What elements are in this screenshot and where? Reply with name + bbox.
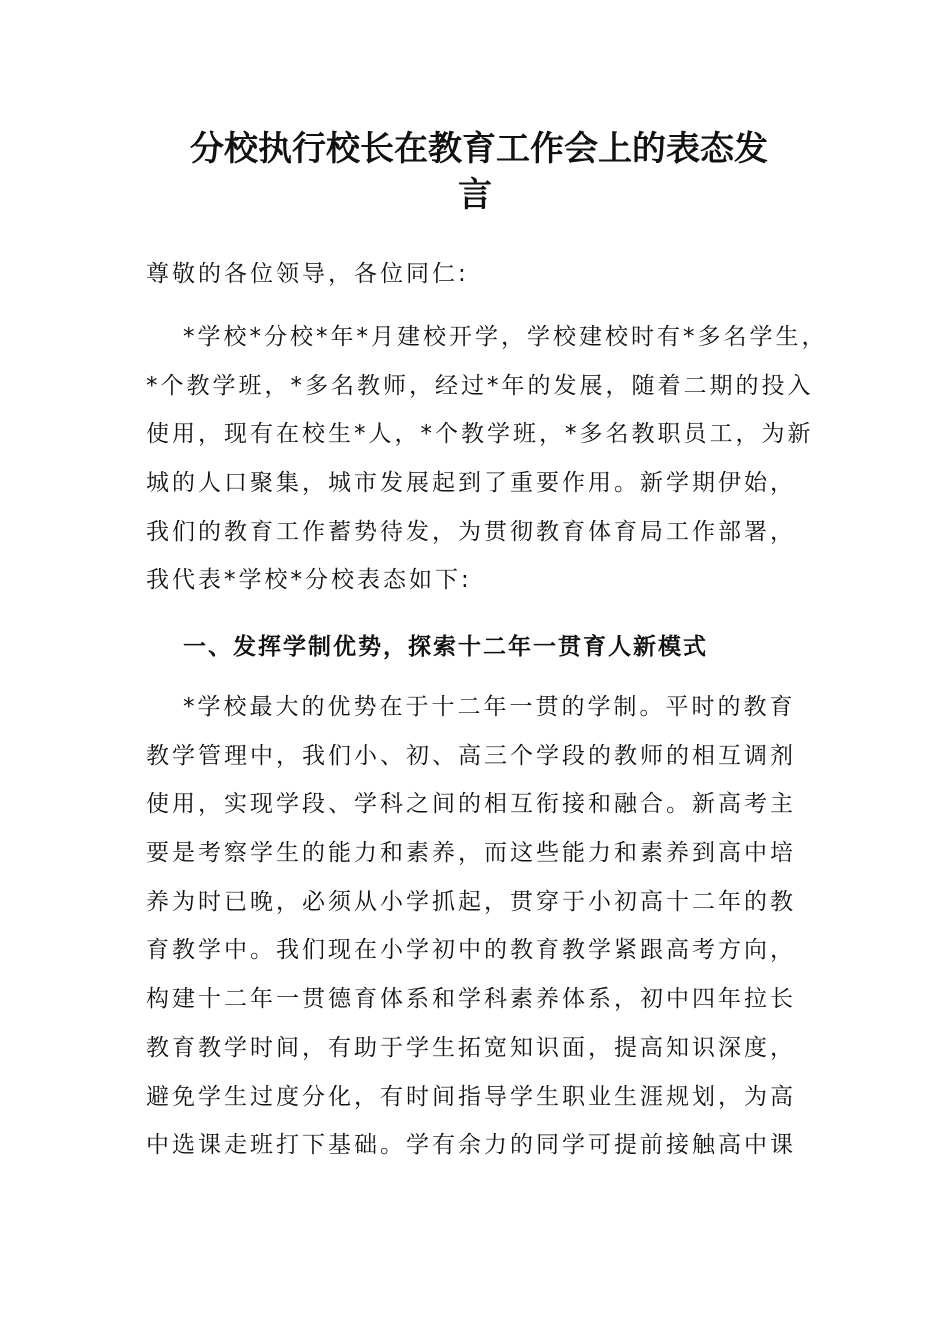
paragraph-line: 中选课走班打下基础。学有余力的同学可提前接触高中课	[146, 1132, 796, 1159]
paragraph-line: 我代表*学校*分校表态如下:	[146, 567, 472, 594]
paragraph-line: 教学管理中，我们小、初、高三个学段的教师的相互调剂	[146, 742, 796, 769]
title-line-1: 分校执行校长在教育工作会上的表态发	[190, 129, 768, 169]
paragraph-line: 构建十二年一贯德育体系和学科素养体系，初中四年拉长	[146, 986, 796, 1013]
paragraph-line: 要是考察学生的能力和素养，而这些能力和素养到高中培	[146, 840, 796, 867]
salutation: 尊敬的各位领导，各位同仁:	[146, 261, 469, 287]
title-line-2: 言	[458, 175, 492, 215]
paragraph-line: 育教学中。我们现在小学初中的教育教学紧跟高考方向，	[146, 937, 796, 964]
paragraph-line: *学校*分校*年*月建校开学，学校建校时有*多名学生，	[183, 324, 828, 350]
paragraph-line: 使用，实现学段、学科之间的相互衔接和融合。新高考主	[146, 791, 796, 818]
paragraph-line: *学校最大的优势在于十二年一贯的学制。平时的教育	[183, 694, 796, 720]
document-title	[190, 126, 810, 218]
paragraph-line: 我们的教育工作蓄势待发，为贯彻教育体育局工作部署，	[146, 518, 796, 545]
section-heading-1: 一、发挥学制优势，探索十二年一贯育人新模式	[183, 634, 708, 660]
paragraph-intro	[146, 313, 826, 605]
paragraph-line: *个教学班，*多名教师，经过*年的发展，随着二期的投入	[146, 372, 814, 399]
paragraph-line: 使用，现有在校生*人，*个教学班，*多名教职员工，为新	[146, 421, 814, 448]
paragraph-line: 养为时已晚，必须从小学抓起，贯穿于小初高十二年的教	[146, 888, 796, 915]
paragraph-line: 城的人口聚集，城市发展起到了重要作用。新学期伊始，	[146, 470, 796, 497]
paragraph-section-1	[146, 683, 826, 1170]
paragraph-line: 避免学生过度分化，有时间指导学生职业生涯规划，为高	[146, 1083, 796, 1110]
paragraph-line: 教育教学时间，有助于学生拓宽知识面，提高知识深度，	[146, 1034, 796, 1061]
